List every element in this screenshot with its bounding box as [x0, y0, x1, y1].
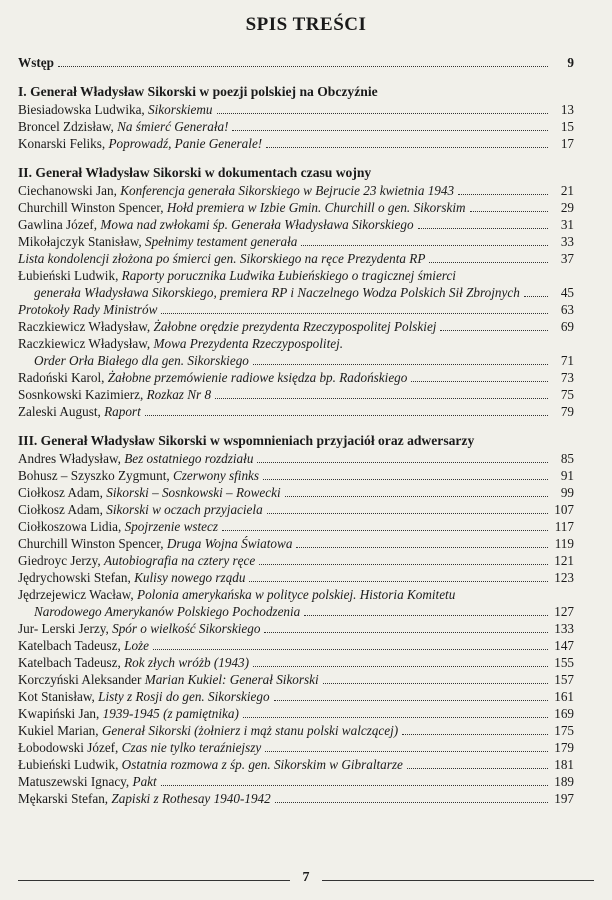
- page-number: 7: [302, 870, 310, 885]
- toc-entry-page: 99: [560, 485, 574, 500]
- toc-entry-text: [18, 284, 520, 301]
- toc-entry-author: Mikołajczyk Stanisław,: [18, 234, 145, 249]
- toc-entry-page: 127: [554, 604, 574, 619]
- leader-dots: [267, 512, 548, 514]
- leader-dots: [301, 244, 548, 246]
- toc-entry-author: Kot Stanisław,: [18, 689, 99, 704]
- toc-entry-page: 157: [554, 672, 574, 687]
- toc-entry-text: [18, 790, 271, 807]
- toc-entry-title: Spełnimy testament generała: [144, 234, 298, 249]
- toc-entry: [18, 671, 574, 688]
- toc-entry: [18, 552, 574, 569]
- toc-entry: [18, 722, 574, 739]
- toc-entry-text: [18, 603, 300, 620]
- toc-entry-author: Giedroyc Jerzy,: [18, 553, 104, 568]
- toc-entry-intro: [18, 54, 574, 71]
- toc-entry-title: Marian Kukiel: Generał Sikorski: [144, 672, 319, 687]
- toc-entry-page: 45: [560, 285, 574, 300]
- toc-entry-author: Łobodowski Józef,: [18, 740, 122, 755]
- toc-entry: [18, 301, 574, 318]
- toc-entry-title: Czerwony sfinks: [172, 468, 260, 483]
- toc-entry-text: [18, 450, 253, 467]
- toc-entry-author: Raczkiewicz Władysław,: [18, 319, 154, 334]
- toc-entry-title: Hołd premiera w Izbie Gmin. Churchill o gen. Sikorskim: [166, 200, 466, 215]
- toc-entry-author: Korczyński Aleksander: [18, 672, 145, 687]
- toc-entry-page: 197: [554, 791, 574, 806]
- toc-entry: [18, 284, 574, 301]
- toc-entry-page: 155: [554, 655, 574, 670]
- leader-dots: [323, 682, 548, 684]
- toc-entry-author: Ciechanowski Jan,: [18, 183, 121, 198]
- toc-entry-text: [18, 756, 403, 773]
- page-title: SPIS TREŚCI: [245, 14, 367, 35]
- leader-dots: [402, 733, 548, 735]
- toc-entry-text: [18, 586, 455, 603]
- toc-entry-text: [18, 535, 292, 552]
- toc-entry-page: 73: [560, 370, 574, 385]
- toc-entry-text: [18, 267, 456, 284]
- leader-dots: [411, 380, 548, 382]
- leader-dots: [266, 146, 548, 148]
- toc-entry: [18, 705, 574, 722]
- toc-entry-text: [18, 386, 211, 403]
- toc-entry-text: [18, 552, 255, 569]
- toc-entry-author: Konarski Feliks,: [18, 136, 109, 151]
- toc-entry: [18, 773, 574, 790]
- toc-entry-title: Pakt: [132, 774, 157, 789]
- toc-entry-page: 69: [560, 319, 574, 334]
- toc-entry-title: Sikorskiemu: [148, 102, 213, 117]
- toc-entry: [18, 654, 574, 671]
- leader-dots: [264, 631, 548, 633]
- toc-entry-title: 1939-1945 (z pamiętnika): [102, 706, 239, 721]
- toc-entry-author: Gawlina Józef,: [18, 217, 101, 232]
- toc-entry: [18, 216, 574, 233]
- toc-entry-title: Mowa nad zwłokami śp. Generała Władysława Sikorskiego: [100, 217, 414, 232]
- toc-entry-page: 85: [560, 451, 574, 466]
- toc-entry-author: Ciołkosz Adam,: [18, 485, 107, 500]
- toc-entry-text: [18, 118, 228, 135]
- toc-entry-page: 121: [554, 553, 574, 568]
- toc-entry: [18, 620, 574, 637]
- toc-entry-title: Żałobne orędzie prezydenta Rzeczypospolitej Polskiej: [153, 319, 437, 334]
- toc-entry-title: Żałobne przemówienie radiowe księdza bp. Radońskiego: [107, 370, 408, 385]
- toc-entry-title: Rozkaz Nr 8: [146, 387, 212, 402]
- leader-dots: [253, 363, 548, 365]
- toc-entry: [18, 135, 574, 152]
- leader-dots: [407, 767, 548, 769]
- toc-entry: [18, 518, 574, 535]
- toc-entry: [18, 118, 574, 135]
- toc-entry-page: 75: [560, 387, 574, 402]
- toc-entry-author: Jur- Lerski Jerzy,: [18, 621, 113, 636]
- leader-dots: [440, 329, 548, 331]
- toc-entry-author: Raczkiewicz Władysław,: [18, 336, 154, 351]
- toc-entry-page: 117: [554, 519, 574, 534]
- toc-entry-author: Zaleski August,: [18, 404, 105, 419]
- toc-entry: [18, 739, 574, 756]
- leader-dots: [285, 495, 548, 497]
- toc-entry: [18, 688, 574, 705]
- toc-entry-page: 181: [554, 757, 574, 772]
- leader-dots: [222, 529, 548, 531]
- toc-entry-text: [18, 688, 270, 705]
- toc-entry-author: Łubieński Ludwik,: [18, 268, 122, 283]
- toc-entry-title: Sikorski – Sosnkowski – Rowecki: [106, 485, 281, 500]
- toc-entry: [18, 586, 574, 603]
- leader-dots: [161, 312, 548, 314]
- toc-entry-author: Andres Władysław,: [18, 451, 125, 466]
- toc-entry-text: [18, 484, 281, 501]
- toc-entry-title: Rok złych wróżb (1943): [124, 655, 250, 670]
- toc-entry-page: 175: [554, 723, 574, 738]
- toc-entry-text: [18, 369, 407, 386]
- toc-entry-title: Zapiski z Rothesay 1940-1942: [111, 791, 271, 806]
- toc-entry: [18, 569, 574, 586]
- toc-entry-title: Druga Wojna Światowa: [166, 536, 293, 551]
- leader-dots: [145, 414, 548, 416]
- toc-entry-title: Autobiografia na cztery ręce: [103, 553, 256, 568]
- toc-entry-title: Generał Sikorski (żołnierz i mąż stanu polski walczącej): [101, 723, 399, 738]
- toc-entry-author: Mękarski Stefan,: [18, 791, 112, 806]
- toc-entry: [18, 352, 574, 369]
- toc-entry-title: Loże: [124, 638, 150, 653]
- toc-entry: [18, 403, 574, 420]
- toc-entry-page: 189: [554, 774, 574, 789]
- toc-entry-author: Kwapiński Jan,: [18, 706, 103, 721]
- toc-entry-page: 161: [554, 689, 574, 704]
- toc-entry-page: 17: [560, 136, 574, 151]
- toc-entry-page: 147: [554, 638, 574, 653]
- toc-entry: [18, 386, 574, 403]
- section-heading: III. Generał Władysław Sikorski w wspomnieniach przyjaciół oraz adwersarzy: [18, 433, 475, 448]
- toc-entry-text: [18, 773, 157, 790]
- toc-entry-page: 15: [560, 119, 574, 134]
- toc-entry-text: [18, 135, 262, 152]
- toc-entry-title: Poprowadź, Panie Generale!: [108, 136, 263, 151]
- toc-intro-label: Wstęp: [18, 55, 54, 70]
- toc-entry-text: [18, 318, 436, 335]
- leader-dots: [429, 261, 548, 263]
- toc-entry-title: Kulisy nowego rządu: [134, 570, 246, 585]
- toc-entry-text: [18, 569, 245, 586]
- toc-entry-title: Spór o wielkość Sikorskiego: [112, 621, 261, 636]
- toc-entry-author: Katelbach Tadeusz,: [18, 655, 125, 670]
- toc-entry-text: [18, 654, 249, 671]
- toc-entry-page: 169: [554, 706, 574, 721]
- toc-entry-text: [18, 671, 319, 688]
- toc-entry: [18, 756, 574, 773]
- toc-entry-text: [18, 182, 454, 199]
- toc-entry-text: [18, 739, 261, 756]
- toc-entry: [18, 790, 574, 807]
- toc-entry-author: Katelbach Tadeusz,: [18, 638, 125, 653]
- toc-entry-text: [18, 352, 249, 369]
- toc-entry: [18, 267, 574, 284]
- leader-dots: [296, 546, 548, 548]
- toc-entry-page: 107: [554, 502, 574, 517]
- leader-dots: [243, 716, 548, 718]
- toc-entry-text: [18, 335, 343, 352]
- toc-entry-page: 179: [554, 740, 574, 755]
- toc-entry-text: [18, 199, 466, 216]
- toc-entry-page: 133: [554, 621, 574, 636]
- toc-entry-title: Sikorski w oczach przyjaciela: [106, 502, 263, 517]
- toc-entry-text: [18, 620, 260, 637]
- toc-entry: [18, 233, 574, 250]
- toc-entry-page: 79: [560, 404, 574, 419]
- toc-entry-author: Bohusz – Szyszko Zygmunt,: [18, 468, 173, 483]
- toc-entry-page: 63: [560, 302, 574, 317]
- toc-entry: [18, 199, 574, 216]
- toc-entry-page: 37: [560, 251, 574, 266]
- toc-entry-author: Ciołkoszowa Lidia,: [18, 519, 125, 534]
- toc-intro-page: 9: [567, 55, 574, 70]
- toc-entry-text: [18, 233, 297, 250]
- toc-entry: [18, 467, 574, 484]
- toc-entry-author: Churchill Winston Spencer,: [18, 200, 167, 215]
- leader-dots: [524, 295, 548, 297]
- toc-entry-author: Jędrychowski Stefan,: [18, 570, 135, 585]
- toc-entry: [18, 369, 574, 386]
- leader-dots: [257, 461, 548, 463]
- toc-entry-text: [18, 501, 263, 518]
- toc-entry: [18, 501, 574, 518]
- leader-dots: [274, 699, 548, 701]
- toc-entry: [18, 535, 574, 552]
- toc-entry-author: Łubieński Ludwik,: [18, 757, 122, 772]
- leader-dots: [418, 227, 548, 229]
- leader-dots: [58, 65, 548, 67]
- toc-entry: [18, 318, 574, 335]
- leader-dots: [253, 665, 548, 667]
- toc-entry-author: Radoński Karol,: [18, 370, 108, 385]
- toc-entry-page: 91: [560, 468, 574, 483]
- toc-entry-page: 123: [554, 570, 574, 585]
- toc-entry-text: [18, 637, 149, 654]
- leader-dots: [265, 750, 548, 752]
- leader-dots: [263, 478, 548, 480]
- toc-entry-title: Spojrzenie wstecz: [124, 519, 218, 534]
- toc-entry-author: Broncel Zdzisław,: [18, 119, 118, 134]
- leader-dots: [161, 784, 548, 786]
- toc-entry-page: 31: [560, 217, 574, 232]
- toc-entry: [18, 335, 574, 352]
- toc-entry-page: 29: [560, 200, 574, 215]
- toc-entry-text: [18, 250, 425, 267]
- toc-entry-text: [18, 301, 157, 318]
- leader-dots: [470, 210, 548, 212]
- toc-entry-title: Raporty porucznika Ludwika Łubieńskiego o tragicznej śmierci: [121, 268, 456, 283]
- section-heading: II. Generał Władysław Sikorski w dokumentach czasu wojny: [18, 165, 372, 180]
- toc-entry-title: Bez ostatniego rozdziału: [124, 451, 254, 466]
- leader-dots: [275, 801, 548, 803]
- toc-entry: [18, 182, 574, 199]
- toc-entry-title: Listy z Rosji do gen. Sikorskiego: [98, 689, 270, 704]
- toc-entry-text: [18, 705, 239, 722]
- toc-entry-author: Matuszewski Ignacy,: [18, 774, 133, 789]
- toc-entry-text: [18, 216, 414, 233]
- toc-entry-text: [18, 101, 213, 118]
- toc-entry-title: Narodowego Amerykanów Polskiego Pochodzenia: [34, 604, 301, 619]
- leader-dots: [217, 112, 549, 114]
- leader-dots: [259, 563, 548, 565]
- toc-entry-text: [18, 467, 259, 484]
- toc-entry-title: Ostatnia rozmowa z śp. gen. Sikorskim w Gibraltarze: [121, 757, 403, 772]
- leader-dots: [232, 129, 548, 131]
- toc-entry-page: 71: [560, 353, 574, 368]
- leader-dots: [458, 193, 548, 195]
- toc-entry-title: Lista kondolencji złożona po śmierci gen. Sikorskiego na ręce Prezydenta RP: [18, 251, 426, 266]
- toc-entry-page: 21: [560, 183, 574, 198]
- toc-entry-text: [18, 722, 398, 739]
- toc-entry-title: Protokoły Rady Ministrów: [18, 302, 158, 317]
- toc-entry: [18, 250, 574, 267]
- leader-dots: [304, 614, 548, 616]
- toc-entry-text: [18, 518, 218, 535]
- toc-entry: [18, 603, 574, 620]
- toc-entry-text: [18, 403, 141, 420]
- toc-entry: [18, 101, 574, 118]
- toc-entry: [18, 484, 574, 501]
- toc-entry-title: Czas nie tylko teraźniejszy: [121, 740, 262, 755]
- section-heading: I. Generał Władysław Sikorski w poezji polskiej na Obczyźnie: [18, 84, 378, 99]
- toc-entry-title: Na śmierć Generała!: [117, 119, 229, 134]
- toc-entry-author: Sosnkowski Kazimierz,: [18, 387, 147, 402]
- toc-entry-page: 119: [554, 536, 574, 551]
- toc-entry-author: Churchill Winston Spencer,: [18, 536, 167, 551]
- toc-entry-title: generała Władysława Sikorskiego, premiera RP i Naczelnego Wodza Polskich Sił Zbrojnych: [34, 285, 520, 300]
- toc-entry: [18, 637, 574, 654]
- leader-dots: [215, 397, 548, 399]
- toc-entry-title: Raport: [104, 404, 141, 419]
- toc-entry-author: Biesiadowska Ludwika,: [18, 102, 149, 117]
- toc-entry-author: Jędrzejewicz Wacław,: [18, 587, 138, 602]
- toc-entry-author: Kukiel Marian,: [18, 723, 102, 738]
- toc-entry-title: Konferencja generała Sikorskiego w Bejrucie 23 kwietnia 1943: [120, 183, 455, 198]
- toc-entry-page: 33: [560, 234, 574, 249]
- toc-entry-author: Ciołkosz Adam,: [18, 502, 107, 517]
- leader-dots: [153, 648, 548, 650]
- toc-entry-title: Order Orła Białego dla gen. Sikorskiego: [34, 353, 249, 368]
- leader-dots: [249, 580, 548, 582]
- toc-entry-title: Mowa Prezydenta Rzeczypospolitej.: [153, 336, 344, 351]
- toc-entry-title: Polonia amerykańska w polityce polskiej. Historia Komitetu: [137, 587, 456, 602]
- toc-entry-page: 13: [560, 102, 574, 117]
- table-of-contents: [18, 54, 574, 807]
- toc-entry: [18, 450, 574, 467]
